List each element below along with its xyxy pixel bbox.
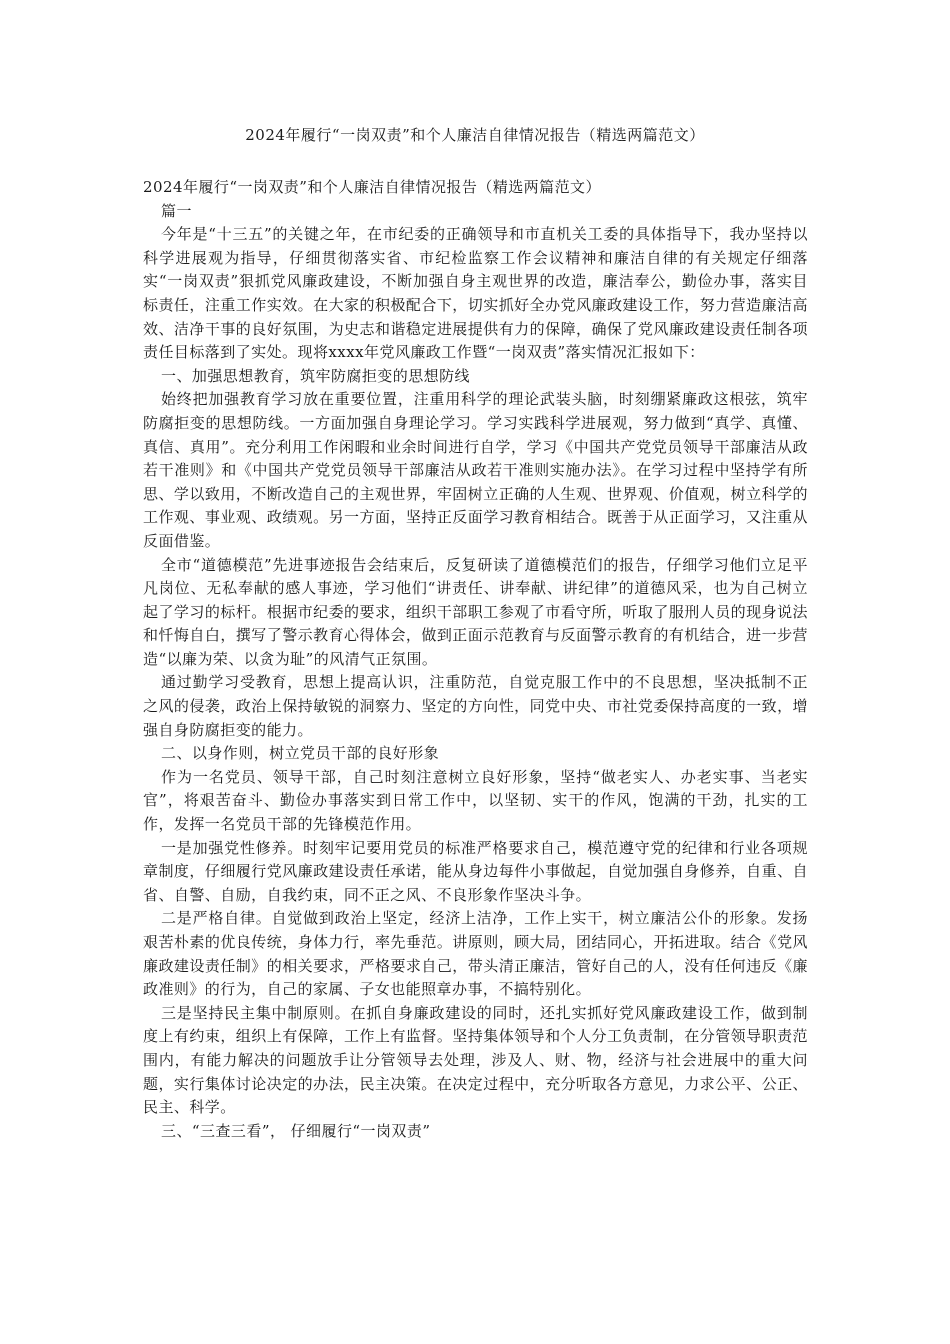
paragraph: 三是坚持民主集中制原则。在抓自身廉政建设的同时，还扎实抓好党风廉政建设工作，做到制度上有约束，组织上有保障，工作上有监督。坚持集体领导和个人分工负责制，在分管领导职责范围内，有能力解决的问题放手让分管领导去处理，涉及人、财、物，经济与社会进展中的重大问题，实行集体讨论决定的办法，民主决策。在决定过程中，充分听取各方意见，力求公平、公正、民主、科学。 bbox=[143, 1003, 808, 1117]
section-label: 篇一 bbox=[161, 201, 192, 220]
paragraph: 通过勤学习受教育，思想上提高认识，注重防范，自觉克服工作中的不良思想，坚决抵制不正之风的侵袭，政治上保持敏锐的洞察力、坚定的方向性，同党中央、市社党委保持高度的一致，增强自身防腐拒变的能力。 bbox=[143, 673, 808, 739]
section-heading: 二、以身作则，树立党员干部的良好形象 bbox=[161, 744, 440, 763]
paragraph: 今年是“十三五”的关键之年，在市纪委的正确领导和市直机关工委的具体指导下，我办坚持以科学进展观为指导，仔细贯彻落实省、市纪检监察工作会议精神和廉洁自律的有关规定仔细落实“一岗双责”狠抓党风廉政建设，不断加强自身主观世界的改造，廉洁奉公，勤俭办事，落实目标责任，注重工作实效。在大家的积极配合下，切实抓好全办党风廉政建设工作，努力营造廉洁高效、洁净干事的良好氛围，为史志和谐稳定进展提供有力的保障，确保了党风廉政建设责任制各项责任目标落到了实处。现将xxxx年党风廉政工作暨“一岗双责”落实情况汇报如下： bbox=[143, 225, 808, 362]
section-heading: 一、加强思想教育，筑牢防腐拒变的思想防线 bbox=[161, 366, 471, 385]
document-title: 2024年履行“一岗双责”和个人廉洁自律情况报告（精选两篇范文） bbox=[245, 126, 705, 144]
document-subtitle: 2024年履行“一岗双责”和个人廉洁自律情况报告（精选两篇范文） bbox=[143, 178, 601, 196]
paragraph: 二是严格自律。自觉做到政治上坚定，经济上洁净，工作上实干，树立廉洁公仆的形象。发扬艰苦朴素的优良传统，身体力行，率先垂范。讲原则，顾大局，团结同心，开拓进取。结合《党风廉政建设责任制》的相关要求，严格要求自己，带头清正廉洁，管好自己的人，没有任何违反《廉政准则》的行为，自己的家属、子女也能照章办事，不搞特别化。 bbox=[143, 909, 808, 999]
paragraph: 全市“道德模范”先进事迹报告会结束后，反复研读了道德模范们的报告，仔细学习他们立足平凡岗位、无私奉献的感人事迹，学习他们“讲责任、讲奉献、讲纪律”的道德风采，也为自己树立起了学习的标杆。根据市纪委的要求，组织干部职工参观了市看守所，听取了服刑人员的现身说法和忏悔自白，撰写了警示教育心得体会，做到正面示范教育与反面警示教育的有机结合，进一步营造“以廉为荣、以贪为耻”的风清气正氛围。 bbox=[143, 555, 808, 668]
paragraph: 作为一名党员、领导干部，自己时刻注意树立良好形象，坚持“做老实人、办老实事、当老实官”，将艰苦奋斗、勤俭办事落实到日常工作中，以坚韧、实干的作风，饱满的干劲，扎实的工作，发挥一名党员干部的先锋模范作用。 bbox=[143, 767, 808, 834]
section-heading: 三、“三查三看”， 仔细履行“一岗双责” bbox=[161, 1121, 431, 1140]
document-body bbox=[143, 176, 808, 1143]
paragraph: 始终把加强教育学习放在重要位置，注重用科学的理论武装头脑，时刻绷紧廉政这根弦，筑牢防腐拒变的思想防线。一方面加强自身理论学习。学习实践科学进展观，努力做到“真学、真懂、真信、真用”。充分利用工作闲暇和业余时间进行自学，学习《中国共产党党员领导干部廉洁从政若干准则》和《中国共产党党员领导干部廉洁从政若干准则实施办法》。在学习过程中坚持学有所思、学以致用，不断改造自己的主观世界，牢固树立正确的人生观、世界观、价值观，树立科学的工作观、事业观、政绩观。另一方面，坚持正反面学习教育相结合。既善于从正面学习，又注重从反面借鉴。 bbox=[143, 390, 808, 550]
paragraph: 一是加强党性修养。时刻牢记要用党员的标准严格要求自己，模范遵守党的纪律和行业各项规章制度，仔细履行党风廉政建设责任承诺，能从身边每件小事做起，自觉加强自身修养，自重、自省、自警、自励，自我约束，同不正之风、不良形象作坚决斗争。 bbox=[143, 838, 808, 904]
